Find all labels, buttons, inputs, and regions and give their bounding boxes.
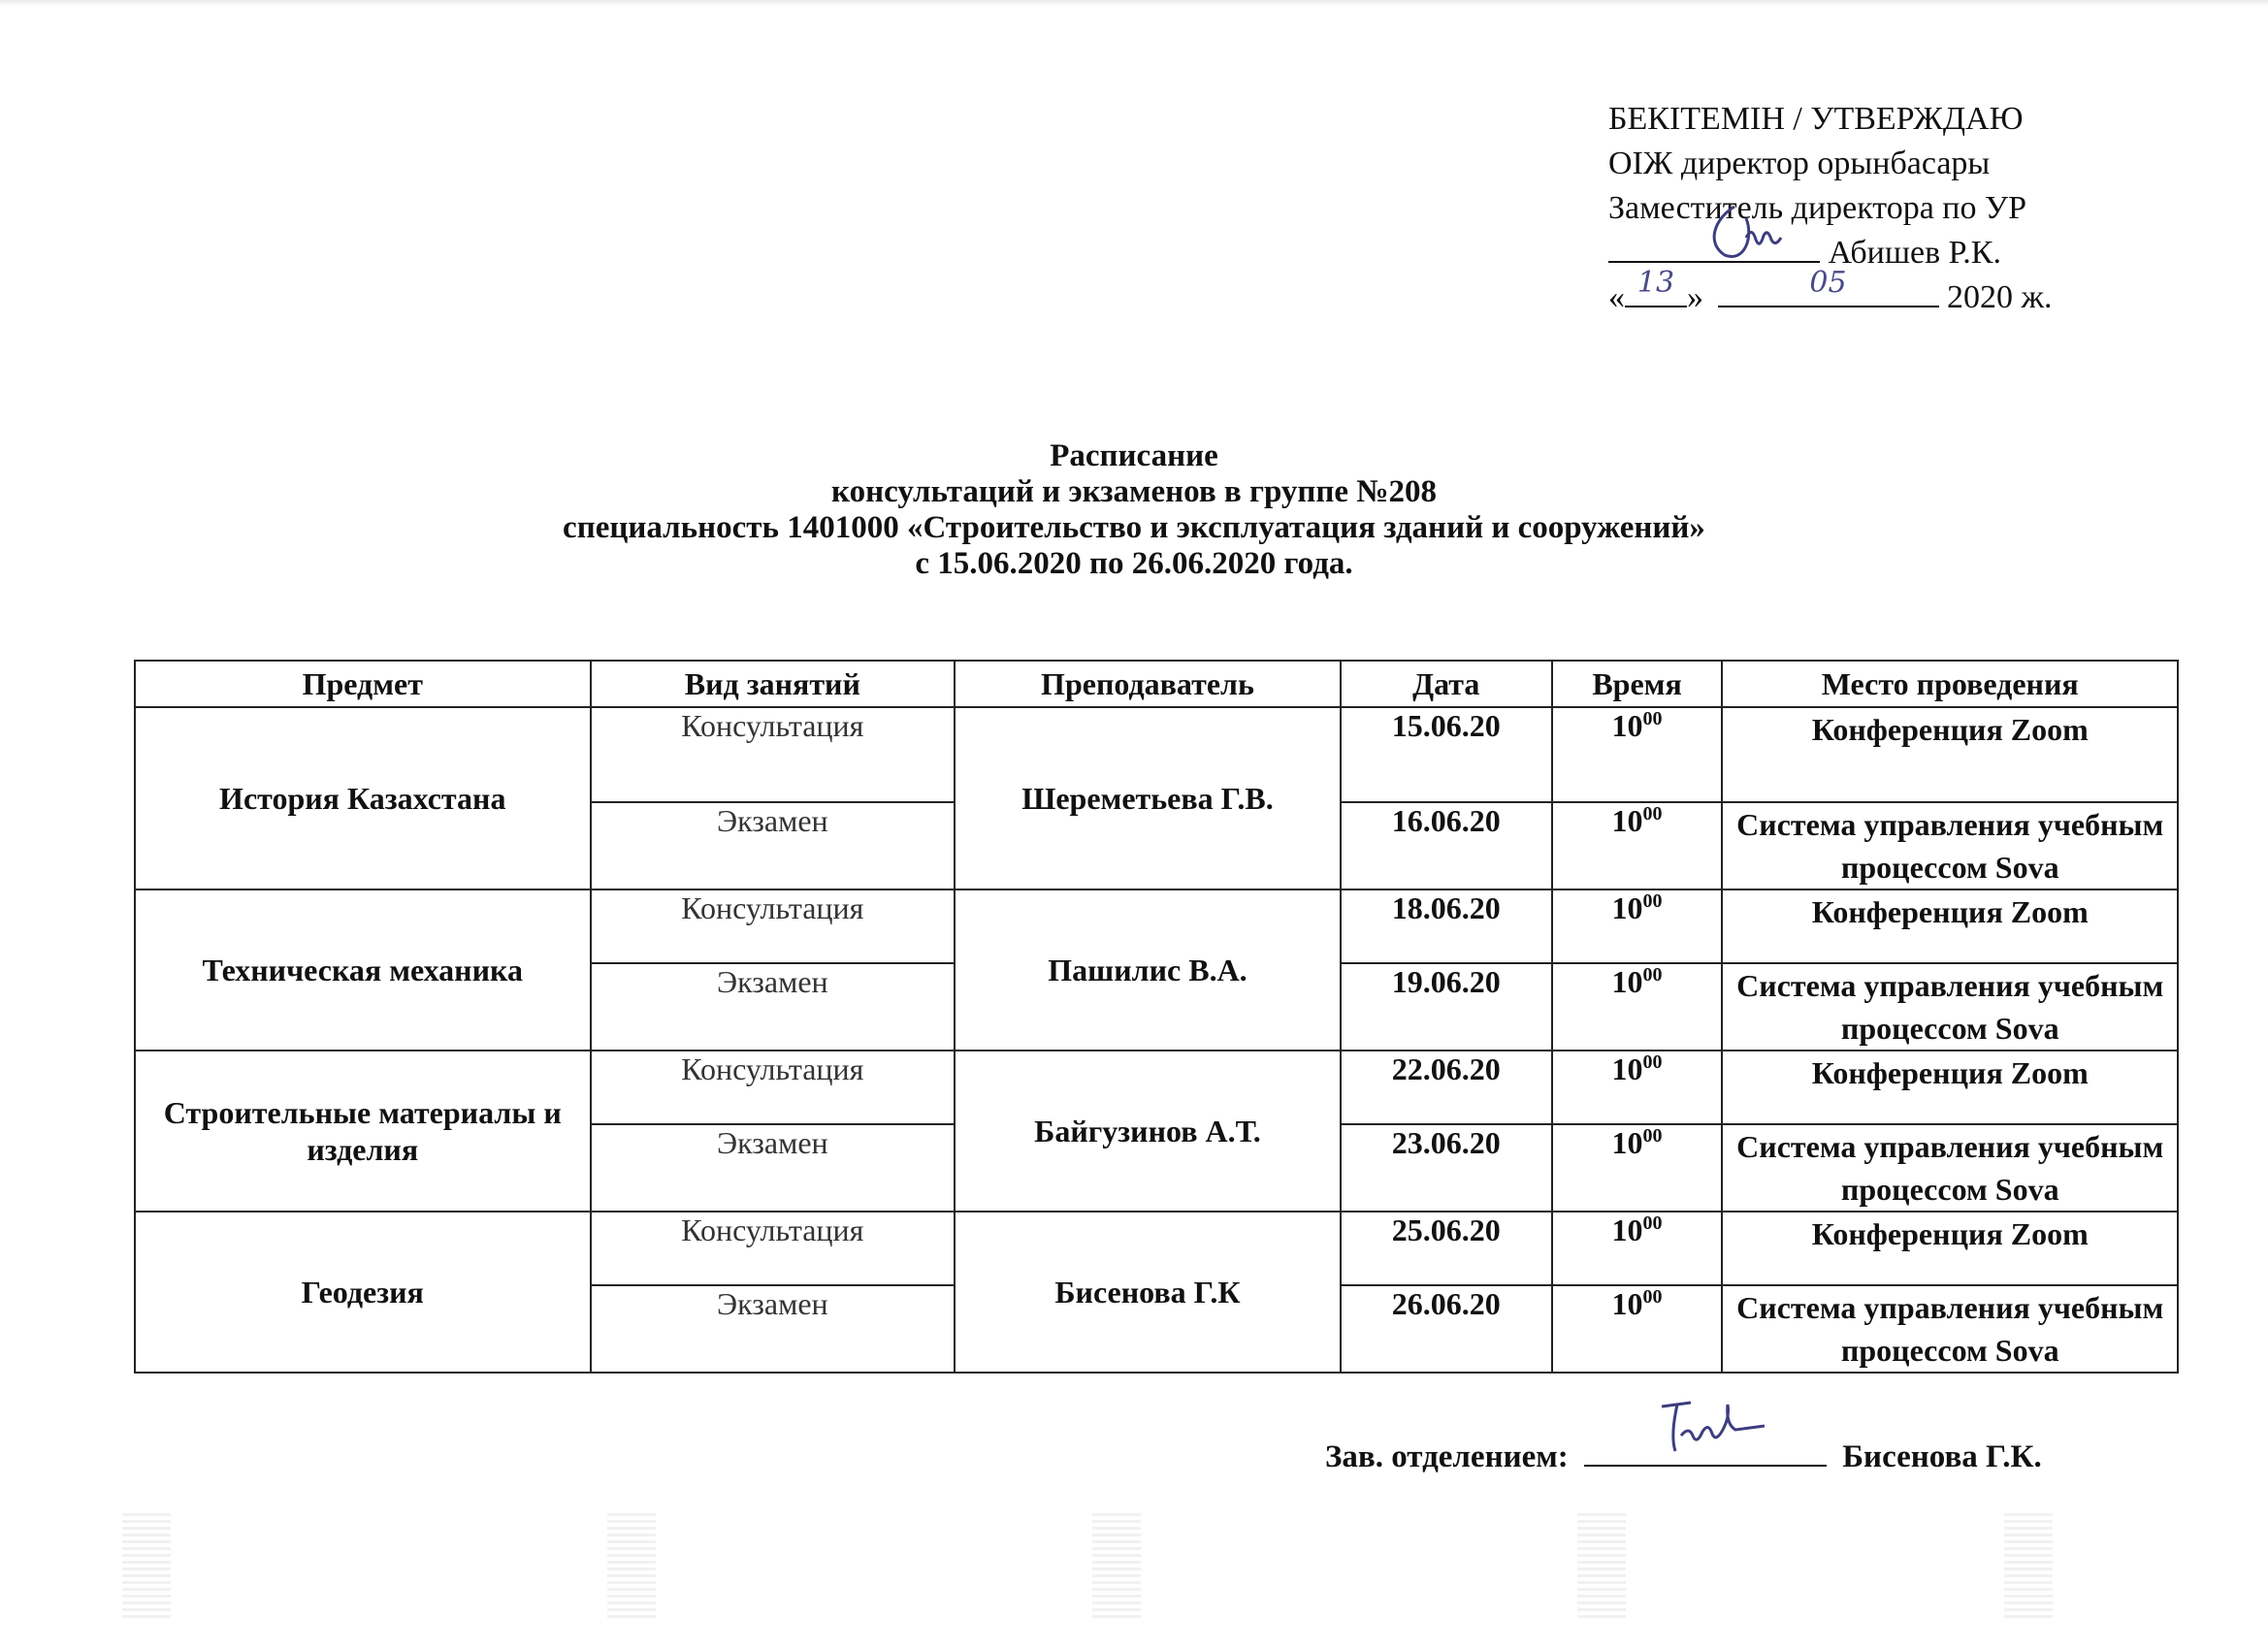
time-minutes: 00 — [1642, 1286, 1663, 1308]
place-cell: Система управления учебным процессом Sova — [1722, 802, 2178, 889]
approval-signature-mark — [1696, 199, 1802, 267]
scan-artifact — [607, 1513, 656, 1620]
time-cell — [1552, 1212, 1723, 1285]
footer-signature — [1325, 1436, 2042, 1475]
date-cell: 18.06.20 — [1341, 889, 1552, 963]
approval-month-blank — [1718, 266, 1939, 307]
footer-name: Бисенова Г.К. — [1842, 1439, 2042, 1474]
time-cell — [1552, 963, 1723, 1051]
time-minutes: 00 — [1642, 1051, 1663, 1073]
date-cell: 19.06.20 — [1341, 963, 1552, 1051]
date-cell: 25.06.20 — [1341, 1212, 1552, 1285]
header-place: Место проведения — [1722, 661, 2178, 707]
approval-day-blank — [1625, 266, 1687, 307]
time-cell — [1552, 802, 1723, 889]
time-hour: 10 — [1611, 803, 1643, 838]
date-cell: 15.06.20 — [1341, 707, 1552, 802]
subject-cell: История Казахстана — [135, 707, 591, 889]
date-cell: 23.06.20 — [1341, 1124, 1552, 1212]
kind-cell: Консультация — [591, 889, 956, 963]
approval-day: 13 — [1636, 266, 1675, 300]
date-quote-close: » — [1687, 279, 1703, 315]
scan-artifact — [1092, 1513, 1141, 1620]
kind-cell: Экзамен — [591, 963, 956, 1051]
approval-month: 05 — [1809, 266, 1847, 300]
kind-cell: Экзамен — [591, 1285, 956, 1373]
scan-edge — [0, 0, 2268, 6]
place-cell: Система управления учебным процессом Sova — [1722, 1124, 2178, 1212]
time-hour: 10 — [1611, 890, 1643, 925]
title-line-4: с 15.06.2020 по 26.06.2020 года. — [915, 546, 1353, 581]
table-row — [135, 1051, 2178, 1124]
header-kind: Вид занятий — [591, 661, 956, 707]
header-teacher: Преподаватель — [955, 661, 1341, 707]
time-hour: 10 — [1611, 964, 1643, 999]
kind-cell: Консультация — [591, 707, 956, 802]
header-date: Дата — [1341, 661, 1552, 707]
place-cell: Конференция Zoom — [1722, 1051, 2178, 1124]
schedule-table — [134, 660, 2179, 1374]
header-subject: Предмет — [135, 661, 591, 707]
title-line-2: консультаций и экзаменов в группе №208 — [831, 474, 1437, 509]
time-minutes: 00 — [1642, 890, 1663, 912]
time-minutes: 00 — [1642, 1125, 1663, 1147]
footer-signature-mark — [1652, 1393, 1778, 1461]
scan-artifact — [1577, 1513, 1626, 1620]
scan-artifact — [2004, 1513, 2053, 1620]
place-cell: Конференция Zoom — [1722, 1212, 2178, 1285]
teacher-cell: Байгузинов А.Т. — [955, 1051, 1341, 1212]
time-hour: 10 — [1611, 1125, 1643, 1160]
teacher-cell: Пашилис В.А. — [955, 889, 1341, 1051]
time-minutes: 00 — [1642, 964, 1663, 986]
title-line-1: Расписание — [1050, 438, 1218, 473]
subject-cell: Геодезия — [135, 1212, 591, 1373]
approval-date-line — [1608, 266, 2053, 320]
date-cell: 22.06.20 — [1341, 1051, 1552, 1124]
approval-year: 2020 ж. — [1947, 279, 2053, 315]
table-header-row — [135, 661, 2178, 707]
title-line-3: специальность 1401000 «Строительство и эксплуатация зданий и сооружений» — [563, 510, 1705, 545]
subject-cell: Строительные материалы и изделия — [135, 1051, 591, 1212]
time-hour: 10 — [1611, 1286, 1643, 1321]
date-cell: 26.06.20 — [1341, 1285, 1552, 1373]
place-cell: Конференция Zoom — [1722, 889, 2178, 963]
time-hour: 10 — [1611, 1212, 1643, 1247]
time-minutes: 00 — [1642, 708, 1663, 729]
subject-cell: Техническая механика — [135, 889, 591, 1051]
place-cell: Конференция Zoom — [1722, 707, 2178, 802]
teacher-cell: Шереметьева Г.В. — [955, 707, 1341, 889]
place-cell: Система управления учебным процессом Sova — [1722, 1285, 2178, 1373]
approval-heading: БЕКІТЕМІН / УТВЕРЖДАЮ — [1608, 101, 2024, 137]
footer-label: Зав. отделением: — [1325, 1439, 1569, 1474]
time-cell — [1552, 1285, 1723, 1373]
kind-cell: Консультация — [591, 1051, 956, 1124]
time-minutes: 00 — [1642, 1212, 1663, 1234]
date-quote-open: « — [1608, 279, 1625, 315]
approval-signature-blank — [1608, 232, 1820, 263]
place-cell: Система управления учебным процессом Sova — [1722, 963, 2178, 1051]
scan-artifact — [122, 1513, 171, 1620]
document-title — [0, 438, 2268, 582]
approval-signer: Абишев Р.К. — [1828, 235, 2001, 271]
time-cell — [1552, 1051, 1723, 1124]
kind-cell: Экзамен — [591, 1124, 956, 1212]
kind-cell: Экзамен — [591, 802, 956, 889]
approval-position-ru: Заместитель директора по УР — [1608, 190, 2026, 226]
time-hour: 10 — [1611, 708, 1643, 743]
time-hour: 10 — [1611, 1051, 1643, 1086]
table-row — [135, 707, 2178, 802]
kind-cell: Консультация — [591, 1212, 956, 1285]
footer-signature-blank — [1584, 1436, 1827, 1467]
date-cell: 16.06.20 — [1341, 802, 1552, 889]
header-time: Время — [1552, 661, 1723, 707]
table-row — [135, 889, 2178, 963]
time-cell — [1552, 1124, 1723, 1212]
time-cell — [1552, 889, 1723, 963]
time-cell — [1552, 707, 1723, 802]
time-minutes: 00 — [1642, 803, 1663, 824]
approval-block — [1608, 97, 2053, 320]
table-row — [135, 1212, 2178, 1285]
approval-position-kz: ОІЖ директор орынбасары — [1608, 146, 1991, 181]
teacher-cell: Бисенова Г.К — [955, 1212, 1341, 1373]
